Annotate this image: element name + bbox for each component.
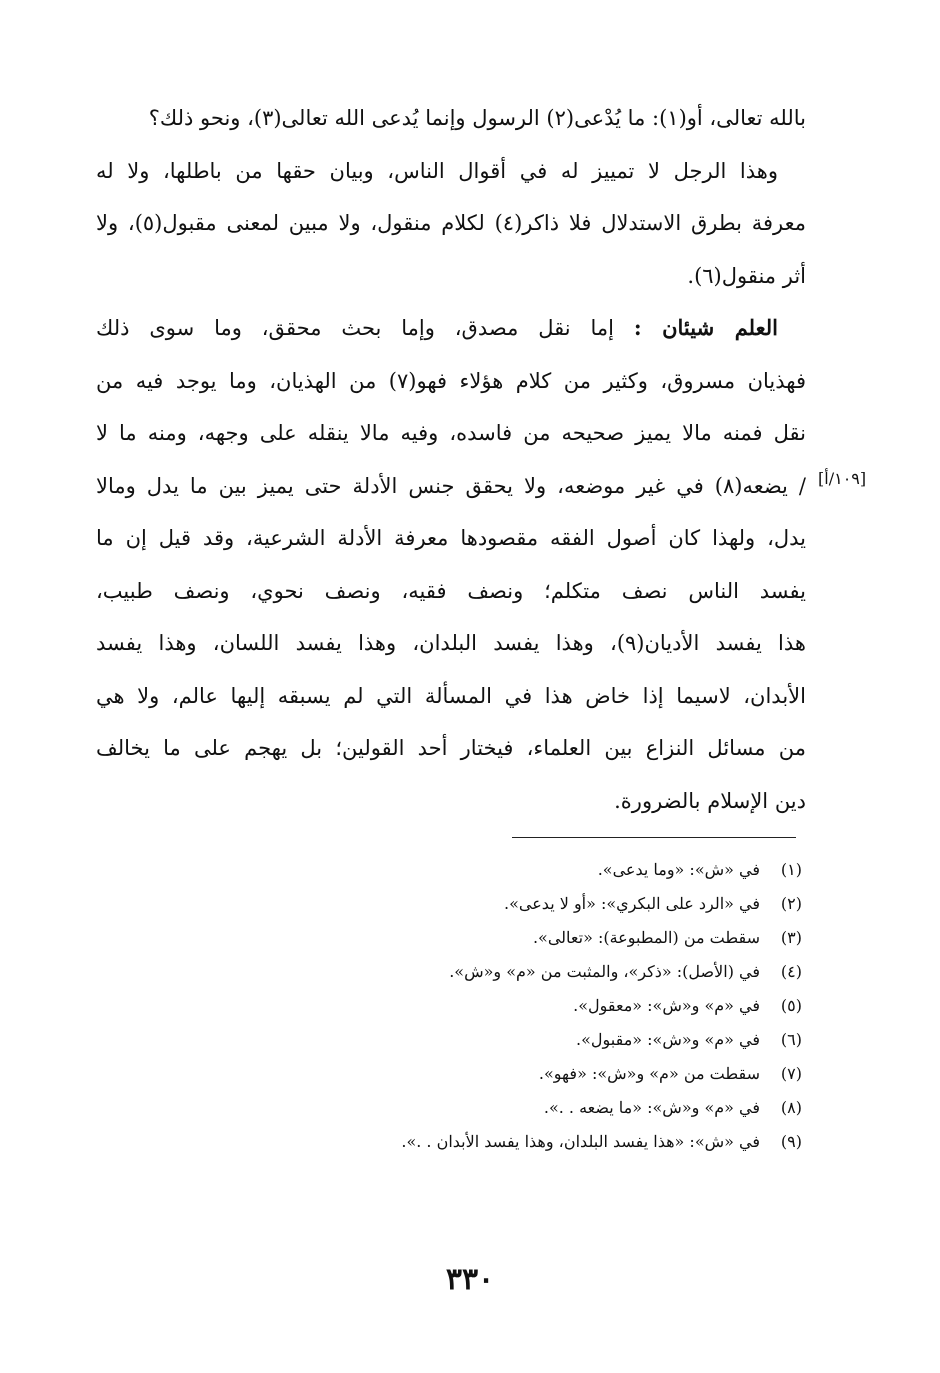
text-line: أثر منقول(٦). (687, 263, 806, 288)
footnote-number: (٦) (780, 1030, 802, 1049)
main-text (96, 92, 806, 827)
footnote-text: سقطت من (المطبوعة): «تعالى». (532, 928, 760, 947)
footnote-text: في «ش»: «هذا يفسد البلدان، وهذا يفسد الأبدان . .». (401, 1132, 760, 1151)
text-line: الأبدان، لاسيما إذا خاض هذا في المسألة التي لم يسبقه إليها عالم، ولا هي (96, 683, 806, 708)
footnote-number: (٥) (780, 996, 802, 1015)
footnote (202, 921, 802, 955)
footnote-text: في «ش»: «وما يدعى». (597, 860, 760, 879)
bold-phrase: العلم شيئان : (633, 315, 778, 340)
footnote-text: في «م» و«ش»: «معقول». (573, 996, 760, 1015)
footnote-number: (١) (780, 860, 802, 879)
footnote-number: (٩) (780, 1132, 802, 1151)
footnote-divider (512, 837, 796, 838)
text-line: معرفة بطرق الاستدلال فلا ذاكر(٤) لكلام منقول، ولا مبين لمعنى مقبول(٥)، ولا (96, 211, 806, 235)
footnote-number: (٤) (780, 962, 802, 981)
footnote-text: في (الأصل): «ذكر»، والمثبت من «م» و«ش». (449, 962, 760, 981)
footnote-text: في «م» و«ش»: «مقبول». (576, 1030, 760, 1049)
footnote (202, 1057, 802, 1091)
page-number: ٣٣٠ (445, 1262, 495, 1297)
footnote (202, 1091, 802, 1125)
footnote-text: في «الرد على البكري»: «أو لا يدعى». (504, 894, 760, 913)
footnote (202, 955, 802, 989)
footnote (202, 1023, 802, 1057)
text-line: من مسائل النزاع بين العلماء، فيختار أحد القولين؛ بل يهجم على ما يخالف (96, 736, 806, 760)
text-line: نقل فمنه مالا يميز صحيحه من فاسده، وفيه مالا ينقله على وجهه، ومنه ما لا (96, 421, 806, 445)
footnote-number: (٣) (780, 928, 802, 947)
footnote-number: (٨) (780, 1098, 802, 1117)
text-line: العلم شيئان : إما نقل مصدق، وإما بحث محقق، وما سوى ذلك (96, 315, 778, 340)
footnote-number: (٢) (780, 894, 802, 913)
footnotes (202, 853, 802, 1159)
text-line: / يضعه(٨) في غير موضعه، ولا يحقق جنس الأدلة حتى يميز بين ما يدل ومالا (96, 473, 806, 498)
text-line: يدل، ولهذا كان أصول الفقه مقصودها معرفة الأدلة الشرعية، وقد قيل إن ما (96, 526, 806, 550)
footnote (202, 887, 802, 921)
footnote (202, 1125, 802, 1159)
footnote (202, 853, 802, 887)
manuscript-folio-reference: [١٠٩/أ] (818, 469, 867, 488)
text-line: دين الإسلام بالضرورة. (614, 788, 806, 813)
footnote-text: سقطت من «م» و«ش»: «فهو». (538, 1064, 760, 1083)
text-line: وهذا الرجل لا تمييز له في أقوال الناس، وبيان حقها من باطلها، ولا له (96, 158, 778, 183)
text-line: هذا يفسد الأديان(٩)، وهذا يفسد البلدان، وهذا يفسد اللسان، وهذا يفسد (96, 631, 806, 655)
footnote (202, 989, 802, 1023)
text-line: فهذيان مسروق، وكثير من كلام هؤلاء فهو(٧) من الهذيان، وما يوجد فيه من (96, 368, 806, 393)
text-line: يفسد الناس نصف متكلم؛ ونصف فقيه، ونصف نحوي، ونصف طبيب، (96, 578, 806, 603)
footnote-text: في «م» و«ش»: «ما يضعه . .». (543, 1098, 760, 1117)
footnote-number: (٧) (780, 1064, 802, 1083)
text-line: بالله تعالى، أو(١): ما يُدْعى(٢) الرسول وإنما يُدعى الله تعالى(٣)، ونحو ذلك؟ (148, 106, 806, 130)
